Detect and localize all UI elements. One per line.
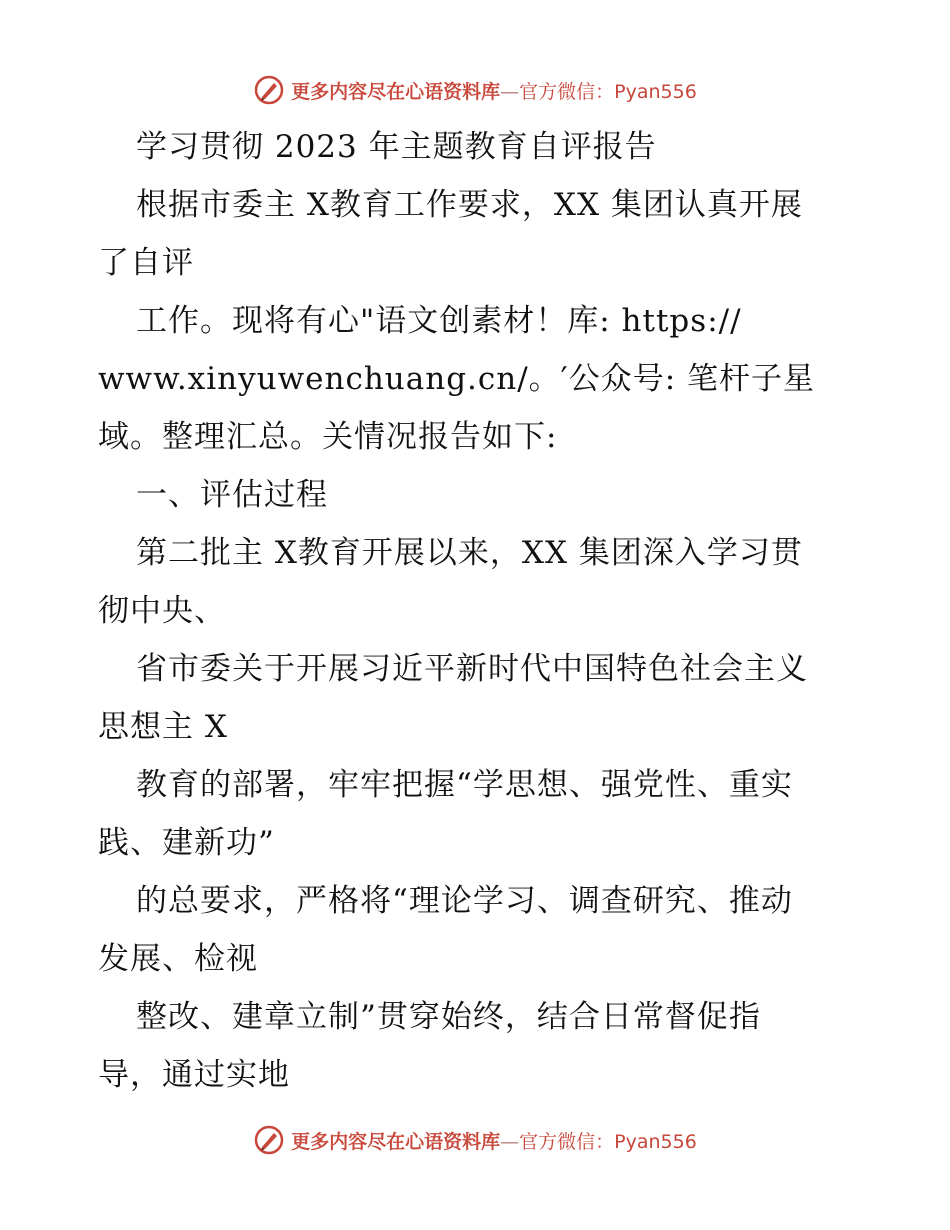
paragraph-line: 根据市委主 X教育工作要求，XX 集团认真开展 <box>136 187 803 223</box>
banner-text <box>291 77 697 104</box>
paragraph-line: 整改、建章立制”贯穿始终，结合日常督促指 <box>136 999 761 1035</box>
paragraph-line: 省市委关于开展习近平新时代中国特色社会主义 <box>136 651 808 687</box>
paragraph-line: 思想主 X <box>98 709 228 745</box>
paragraph-line: 域。整理汇总。关情况报告如下: <box>98 419 558 455</box>
header-watermark-banner <box>0 70 950 110</box>
banner-text <box>291 1127 697 1154</box>
paragraph-line: www.xinyuwenchuang.cn/。′公众号: 笔杆子星 <box>98 361 816 397</box>
banner-separator: — <box>500 1130 520 1153</box>
banner-separator: — <box>500 80 520 103</box>
paragraph-line: 教育的部署，牢牢把握“学思想、强党性、重实 <box>136 767 793 803</box>
pen-logo-icon <box>253 74 285 106</box>
document-body <box>98 118 868 1104</box>
pen-logo-icon <box>253 1124 285 1156</box>
paragraph-line: 的总要求，严格将“理论学习、调查研究、推动 <box>136 883 793 919</box>
footer-watermark-banner <box>0 1120 950 1160</box>
paragraph-line: 彻中央、 <box>98 593 226 629</box>
banner-brand: 更多内容尽在心语资料库 <box>291 1130 501 1153</box>
section-heading: 一、评估过程 <box>136 477 328 513</box>
paragraph-line: 了自评 <box>98 245 194 281</box>
paragraph-line: 第二批主 X教育开展以来，XX 集团深入学习贯 <box>136 535 803 571</box>
paragraph-line: 发展、检视 <box>98 941 258 977</box>
banner-wechat: 官方微信：Pyan556 <box>519 80 697 103</box>
banner-brand: 更多内容尽在心语资料库 <box>291 80 501 103</box>
banner-wechat: 官方微信：Pyan556 <box>519 1130 697 1153</box>
document-title: 学习贯彻 2023 年主题教育自评报告 <box>136 129 657 165</box>
paragraph-line: 导，通过实地 <box>98 1057 290 1093</box>
paragraph-line: 践、建新功” <box>98 825 275 861</box>
paragraph-line: 工作。现将有心"语文创素材！库: https:// <box>136 303 742 339</box>
